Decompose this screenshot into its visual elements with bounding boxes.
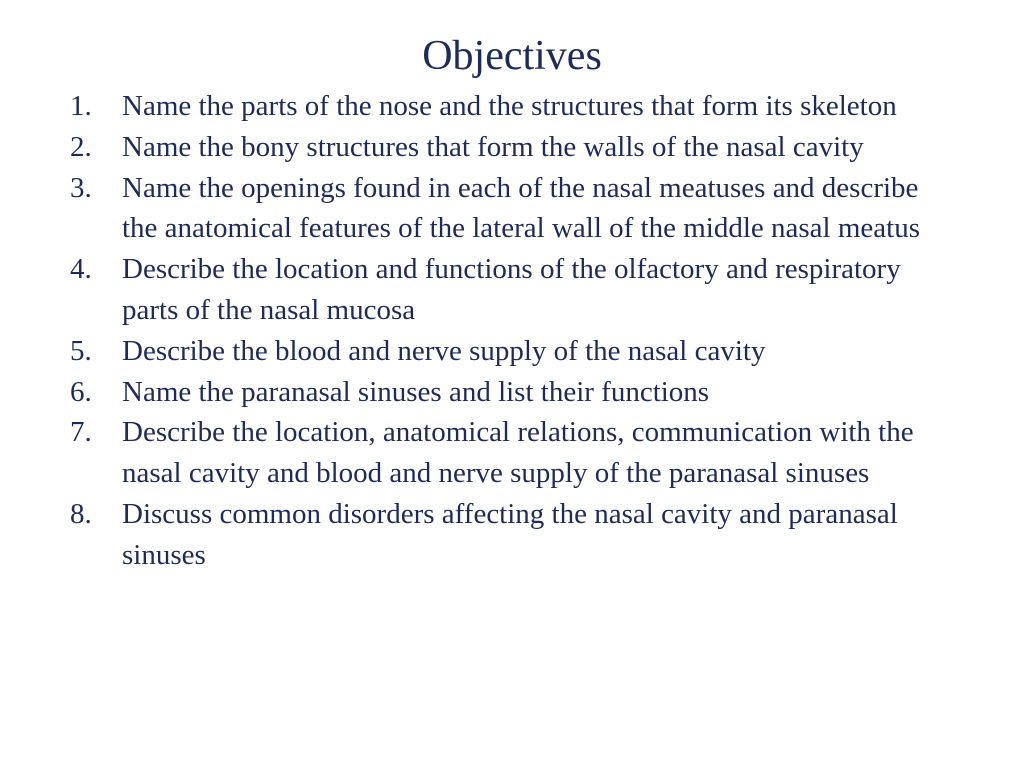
list-item-number: 3.	[70, 171, 92, 204]
list-item-number: 5.	[70, 334, 92, 367]
list-item-text: Describe the location, anatomical relations, communication with the nasal cavity and blood and nerve supply of the paranasal sinuses	[122, 416, 914, 490]
list-item-number: 4.	[70, 253, 92, 286]
list-item	[70, 168, 960, 250]
list-item	[70, 86, 960, 127]
slide-title: Objectives	[422, 33, 602, 79]
list-item-text: Name the parts of the nose and the structures that form its skeleton	[122, 90, 897, 122]
list-item-number: 2.	[70, 130, 92, 163]
list-item-text: Describe the blood and nerve supply of the nasal cavity	[122, 334, 766, 367]
list-item	[70, 412, 960, 494]
list-item-number: 7.	[70, 416, 92, 449]
list-item-text: Describe the location and functions of the olfactory and respiratory parts of the nasal mucosa	[122, 253, 901, 326]
list-item	[70, 249, 960, 331]
list-item-number: 8.	[70, 497, 92, 530]
list-item-text: Discuss common disorders affecting the nasal cavity and paranasal sinuses	[122, 497, 898, 571]
list-item	[70, 372, 960, 413]
list-item-text: Name the paranasal sinuses and list their functions	[122, 375, 710, 408]
list-item	[70, 331, 960, 372]
list-item-number: 1.	[70, 90, 92, 122]
list-item-number: 6.	[70, 375, 92, 408]
objectives-list	[70, 86, 960, 576]
list-item-text: Name the openings found in each of the nasal meatuses and describe the anatomical features of the lateral wall of the middle nasal meatus	[122, 171, 920, 245]
list-item	[70, 494, 960, 576]
list-item	[70, 127, 960, 168]
list-item-text: Name the bony structures that form the walls of the nasal cavity	[122, 130, 864, 163]
